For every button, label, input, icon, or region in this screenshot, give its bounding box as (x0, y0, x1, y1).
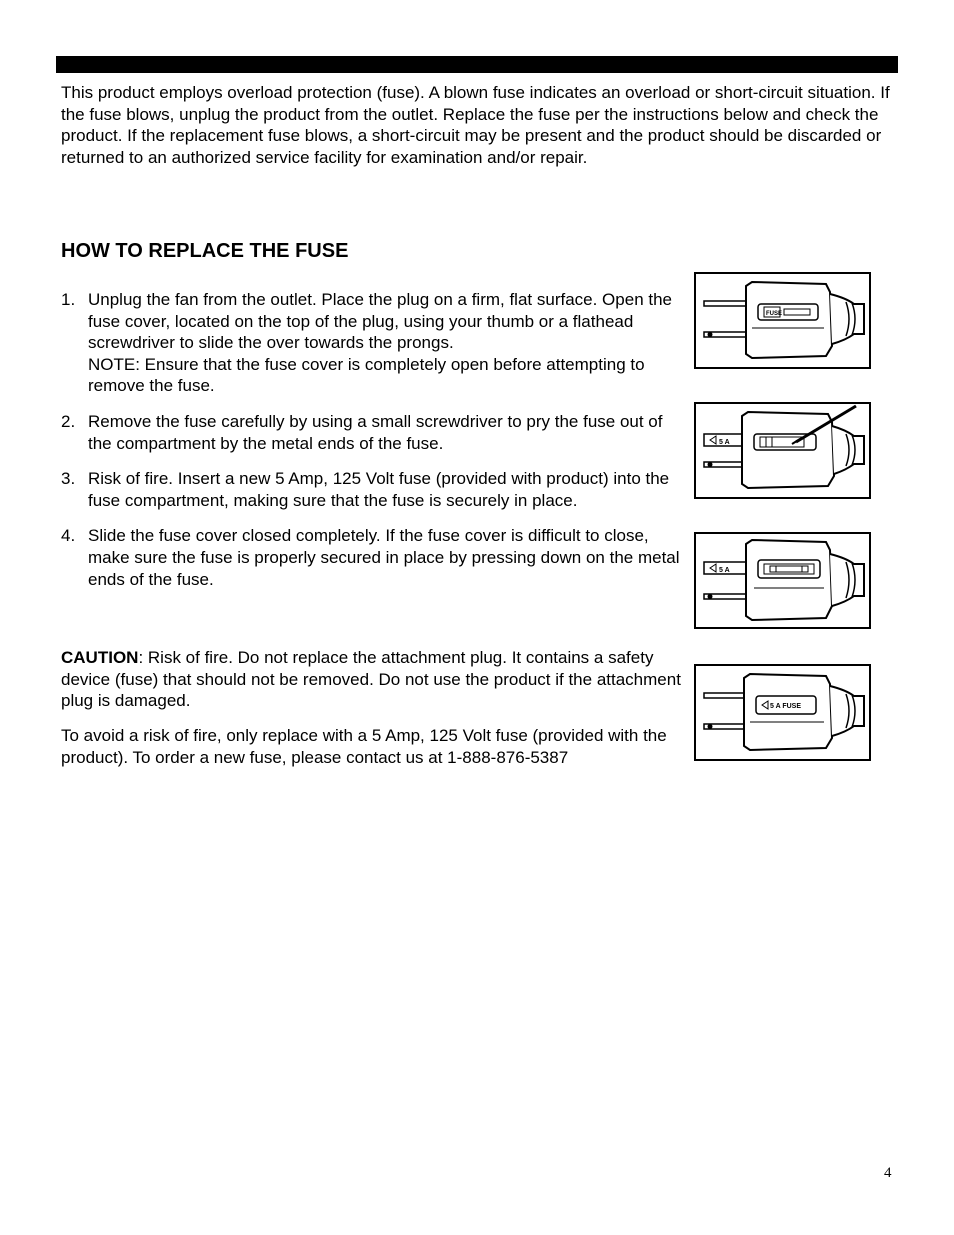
step-text: Risk of fire. Insert a new 5 Amp, 125 Volt fuse (provided with product) into the fuse compartment, making sure that the fuse is securely in place. (88, 469, 670, 510)
step-number: 2. (61, 411, 76, 431)
step-item (61, 289, 686, 397)
step-item (61, 525, 686, 590)
caution-text: : Risk of fire. Do not replace the attachment plug. It contains a safety device (fuse) that should not be removed. Do not use the product if the attachment plug is damaged. (61, 648, 681, 711)
plug-fuse-cover-closed-icon (696, 666, 869, 759)
step-text: Slide the fuse cover closed completely. If the fuse cover is difficult to close, make sure the fuse is properly secured in place by pressing down on the metal ends of the fuse. (88, 526, 680, 589)
figure-open-cover (694, 272, 871, 369)
page-number: 4 (884, 1165, 892, 1181)
step-number: 4. (61, 526, 76, 546)
caution-paragraph (61, 647, 681, 712)
figure-closed-cover (694, 664, 871, 761)
figure-remove-fuse (694, 402, 871, 499)
plug-fuse-inserted-icon (696, 534, 869, 627)
plug-fuse-cover-open-icon (696, 274, 869, 367)
intro-paragraph: This product employs overload protection (fuse). A blown fuse indicates an overload or short-circuit situation. If the fuse blows, unplug the product from the outlet. Replace the fuse per the instructions below and check the product. If the replacement fuse blows, a short-circuit may be present and the product should be discarded or returned to an authorized service facility for examination and/or repair. (61, 83, 890, 167)
section-heading: HOW TO REPLACE THE FUSE (61, 240, 349, 262)
step-number: 3. (61, 469, 76, 489)
fuse-rating-label: 5 A (719, 439, 730, 446)
section-header-bar (56, 56, 898, 73)
caution-label: CAUTION (61, 648, 139, 667)
fuse-cover-label: 5 A FUSE (770, 703, 801, 710)
instruction-steps (61, 289, 686, 604)
step-note: NOTE: Ensure that the fuse cover is completely open before attempting to remove the fuse. (88, 354, 645, 396)
fuse-label: FUSE (766, 311, 783, 317)
plug-fuse-removal-screwdriver-icon (696, 404, 869, 497)
step-item (61, 411, 686, 454)
figure-insert-fuse (694, 532, 871, 629)
fuse-order-paragraph: To avoid a risk of fire, only replace with a 5 Amp, 125 Volt fuse (provided with the product). To order a new fuse, please contact us at 1-888-876-5387 (61, 726, 667, 767)
step-number: 1. (61, 290, 76, 309)
step-text: Remove the fuse carefully by using a small screwdriver to pry the fuse out of the compartment by the metal ends of the fuse. (88, 411, 663, 453)
step-item (61, 468, 686, 511)
step-text: Unplug the fan from the outlet. Place the plug on a firm, flat surface. Open the fuse cover, located on the top of the plug, using your thumb or a flathead screwdriver to slide the over towards the prongs. (88, 290, 673, 353)
fuse-rating-label: 5 A (719, 567, 730, 574)
